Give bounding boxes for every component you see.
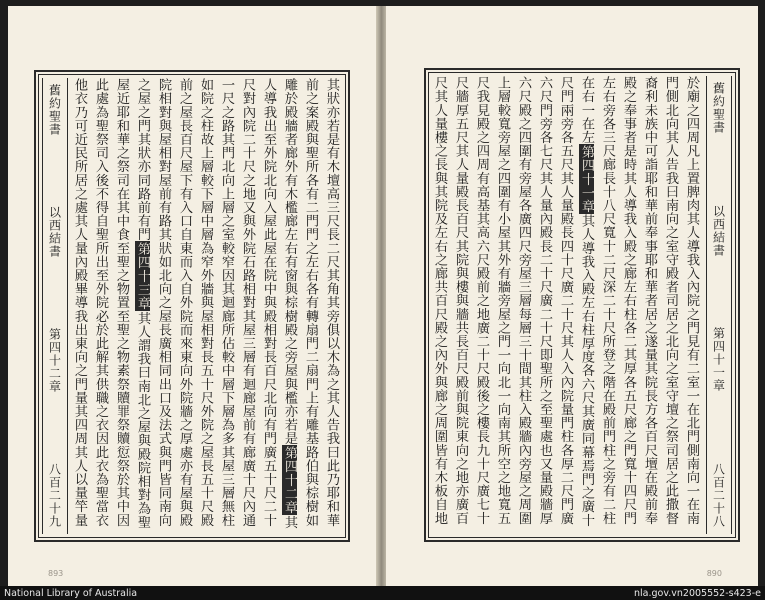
left-running-title: 舊約聖書	[47, 84, 62, 136]
left-page-frame	[34, 70, 350, 542]
footer-bar	[0, 586, 765, 600]
left-chapter-heading-1: 第四十二章	[282, 446, 297, 515]
left-book-name: 以西結書	[47, 206, 62, 258]
left-text-part-3: 其人謂我曰南北之屋與殿院相對為聖屋近耶和華之祭司在其中食至聖之物置至聖之物素祭贖罪祭贖愆祭於其中因此處為聖祭司入後不得自聖所出至外院必於此解其供職之衣因此衣為聖當衣他衣乃可近民所居之處其人量內殿畢導我出東向之門量其四周其人以量竿量	[72, 78, 150, 529]
right-page	[386, 6, 758, 586]
left-page	[8, 6, 378, 586]
left-page-number: 八百二十九	[47, 463, 62, 528]
right-body-text	[432, 76, 702, 534]
right-book-name: 以西結書	[711, 204, 726, 257]
right-text-part-2: 其人導我入殿左右柱厚度各六尺其廣同幕焉門之廣十尺門兩旁各五尺其人量殿長四十尺廣二十尺其人入內院量門柱各厚二尺門廣六尺門旁各七尺其人量內殿長二十尺廣二十尺即聖所之至聖處也又量殿牆厚六尺殿之四圍有旁屋各廣四尺旁屋三層每層三十間其柱入殿牆內旁屋之周圍上層較寬旁屋之四圍有小屋其外有牆旁屋之門一向北一向南其所空之地寬五尺我見殿之四周有高基其高六尺殿前之地廣二十尺殿後之樓長九十尺廣七十尺牆厚五尺其人量殿長百尺其院與樓與牆共長百尺殿前與院東向之地亦廣百尺其人量樓之長與其院及左右之廊共百尺殿之內外與廊之周圍皆有木板自地	[432, 76, 594, 527]
right-stamp: 890	[706, 569, 722, 578]
footer-library-credit: National Library of Australia	[4, 587, 138, 599]
left-chapter-heading-2: 第四十三章	[135, 242, 150, 311]
left-stamp: 893	[48, 569, 64, 578]
right-page-number: 八百二十八	[711, 462, 726, 528]
left-body-text	[72, 78, 342, 534]
right-margin-column	[706, 76, 732, 534]
left-text-part-2: 其人導我出至外院北向入屋此屋在院中與殿相對長百尺北向有門廣五十尺二十尺對內院二十尺之地又與外院石路相對其屋三層有迴廊屋前有廊廣十尺內通一尺之路其門北向上層之室較窄因其迴廊所佔較中層下層為多其屋三層無柱如院之柱故上層較下層中層為窄外牆與屋相對長五十尺外院之屋長五十尺殿前之屋長百尺屋下有入口自東而入自外院而來東向外院牆之厚處亦有屋與殿院相對與屋相對屋前有路其狀如北向之屋長廣相同出口及法式與門皆同南向之屋之門其狀亦同路前有門	[135, 78, 297, 529]
left-chapter-label: 第四十二章	[47, 328, 62, 393]
right-text-part-1: 於廟之四周凡上置脾肉其人導我入內院之門見有二室一在北門側南向一在南門側北向其人告我曰南向之室守殿者司居之北向之室守壇之祭司居之此撒督裔利未族中可詣耶和華前奉事耶和華者居之遂量其院長方各百尺壇在殿前奉殿之奉事者是時其人導我入殿之廊左右柱各二其厚各五尺廊之門寬十四尺門左右旁各三尺廊長十八尺寬十二尺深二十尺所登之階在殿前門柱之旁有二柱在右一在左	[579, 76, 699, 525]
right-chapter-heading: 第四十一章	[579, 145, 594, 213]
right-chapter-label: 第四十一章	[711, 327, 726, 393]
footer-identifier: nla.gov.vn2005552-s423-e	[634, 587, 761, 599]
left-text-part-1: 其狀亦若是有木壇高三尺長二尺其角其旁俱以木為之其人告我曰此乃耶和華前之案殿與聖所各有二門門之左右各有轉扇門二扇門上有雕基路伯與棕樹如雕於殿牆者廊外有木檻廊左右有窗與棕樹殿之旁屋與檻亦若是	[282, 78, 339, 527]
left-margin-column	[42, 78, 68, 534]
right-page-frame	[424, 68, 740, 542]
right-running-title: 舊約聖書	[711, 82, 726, 134]
